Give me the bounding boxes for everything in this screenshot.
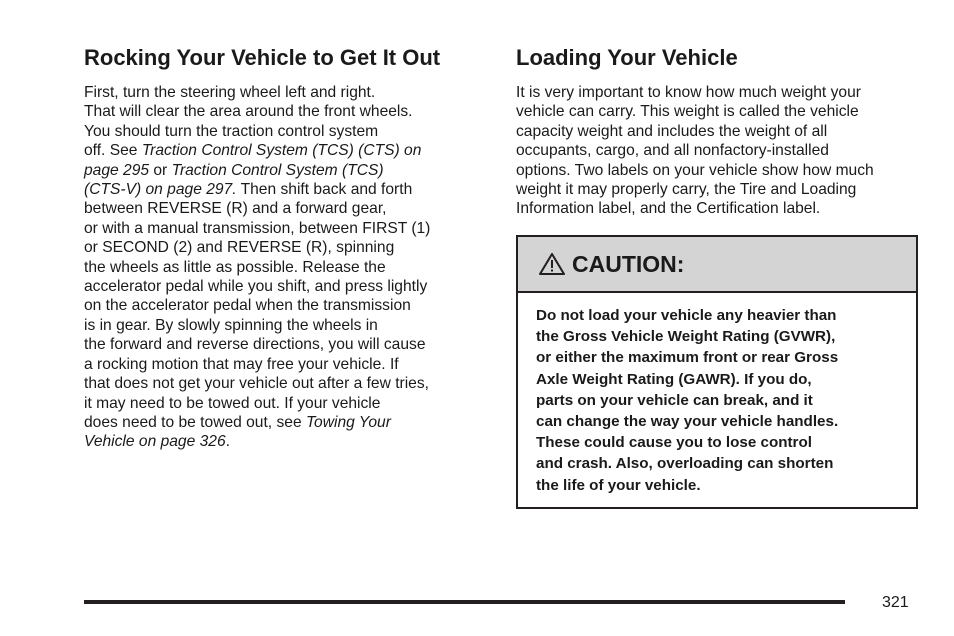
text-line xyxy=(84,199,486,218)
text-run: off. See xyxy=(84,142,142,160)
text-line xyxy=(84,122,486,141)
caution-line: These could cause you to lose control xyxy=(536,434,812,452)
text-line: options. Two labels on your vehicle show how much xyxy=(516,161,874,179)
cross-reference: (CTS-V) on page 297. xyxy=(84,181,237,199)
text-run: that does not get your vehicle out after a few tries, xyxy=(84,375,429,393)
text-run: the wheels as little as possible. Release the xyxy=(84,258,386,276)
text-line xyxy=(84,102,486,121)
text-run: You should turn the traction control system xyxy=(84,122,379,140)
text-line xyxy=(84,258,486,277)
cross-reference: page 295 xyxy=(84,161,150,179)
text-line xyxy=(84,180,486,199)
caution-line: can change the way your vehicle handles. xyxy=(536,413,839,431)
caution-line: the Gross Vehicle Weight Rating (GVWR), xyxy=(536,328,836,346)
text-line: It is very important to know how much weight your xyxy=(516,84,861,101)
text-line xyxy=(84,277,486,296)
text-run: First, turn the steering wheel left and right. xyxy=(84,84,376,101)
text-line xyxy=(84,316,486,335)
text-line xyxy=(84,413,486,432)
section-heading-rocking: Rocking Your Vehicle to Get It Out xyxy=(84,45,441,70)
left-column xyxy=(84,45,486,452)
text-run: That will clear the area around the front wheels. xyxy=(84,103,413,121)
section-heading-loading: Loading Your Vehicle xyxy=(516,45,738,70)
text-line xyxy=(84,432,486,451)
page-number: 321 xyxy=(882,594,909,611)
text-run: between REVERSE (R) and a forward gear, xyxy=(84,200,387,218)
caution-line: and crash. Also, overloading can shorten xyxy=(536,455,834,473)
text-run: or with a manual transmission, between FIRST (1) xyxy=(84,219,431,237)
text-run: does need to be towed out, see xyxy=(84,413,306,431)
text-line: Information label, and the Certification label. xyxy=(516,200,821,218)
caution-line: the life of your vehicle. xyxy=(536,476,701,494)
text-run: . xyxy=(225,433,230,451)
text-run: the forward and reverse directions, you will cause xyxy=(84,336,426,354)
text-line xyxy=(84,141,486,160)
rocking-paragraph xyxy=(84,83,486,452)
caution-line: Do not load your vehicle any heavier than xyxy=(536,307,837,324)
text-line xyxy=(84,238,486,257)
text-line: occupants, cargo, and all nonfactory-installed xyxy=(516,142,829,160)
caution-line: or either the maximum front or rear Gross xyxy=(536,349,839,367)
text-line xyxy=(84,374,486,393)
text-run: a rocking motion that may free your vehicle. If xyxy=(84,355,399,373)
text-run: on the accelerator pedal when the transmission xyxy=(84,297,411,315)
text-line: vehicle can carry. This weight is called the vehicle xyxy=(516,103,859,121)
caution-line: parts on your vehicle can break, and it xyxy=(536,391,813,409)
text-line xyxy=(84,335,486,354)
caution-box xyxy=(516,235,918,509)
caution-header xyxy=(518,237,916,293)
footer-rule xyxy=(84,600,845,604)
cross-reference: Towing Your xyxy=(305,413,391,431)
right-column xyxy=(516,45,920,219)
caution-text xyxy=(518,293,916,496)
text-run: Then shift back and forth xyxy=(236,181,413,199)
caution-line: Axle Weight Rating (GAWR). If you do, xyxy=(536,370,812,388)
text-line xyxy=(84,355,486,374)
text-line xyxy=(84,296,486,315)
text-line xyxy=(84,394,486,413)
cross-reference: Vehicle on page 326 xyxy=(84,433,226,451)
text-line: weight it may properly carry, the Tire and Loading xyxy=(516,181,857,199)
text-line: capacity weight and includes the weight of all xyxy=(516,122,828,140)
text-line xyxy=(84,219,486,238)
text-line xyxy=(84,83,486,102)
text-line xyxy=(84,161,486,180)
cross-reference: Traction Control System (TCS) xyxy=(171,161,384,179)
cross-reference: Traction Control System (TCS) (CTS) on xyxy=(141,142,422,160)
text-run: is in gear. By slowly spinning the wheels in xyxy=(84,316,378,334)
loading-paragraph xyxy=(516,83,920,219)
text-run: or xyxy=(149,161,172,179)
warning-triangle-icon xyxy=(538,252,566,276)
text-run: or SECOND (2) and REVERSE (R), spinning xyxy=(84,239,395,257)
caution-title: CAUTION: xyxy=(572,250,685,277)
text-run: it may need to be towed out. If your vehicle xyxy=(84,394,381,412)
text-run: accelerator pedal while you shift, and press lightly xyxy=(84,278,428,296)
